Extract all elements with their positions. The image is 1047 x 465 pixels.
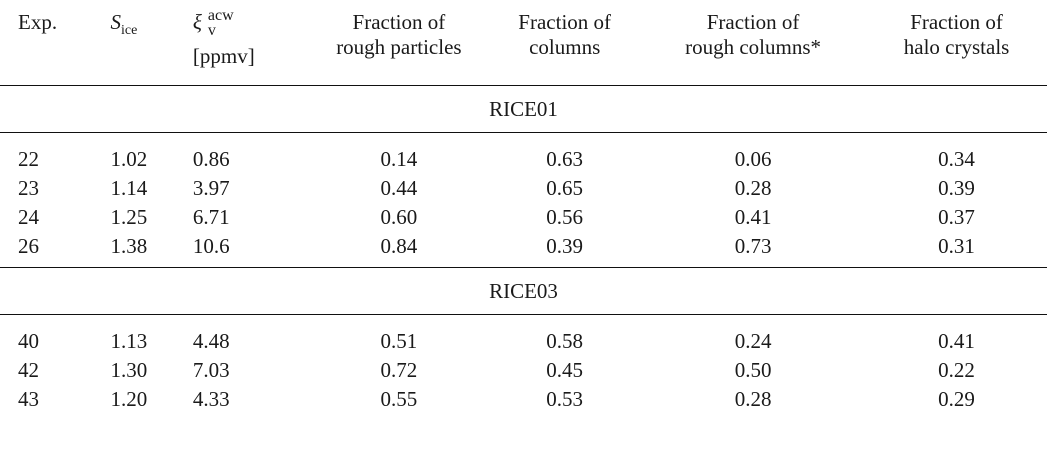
cell-columns: 0.45 (546, 357, 584, 382)
cell-rough-particles: 0.72 (380, 357, 418, 382)
cell-rough-columns: 0.50 (734, 357, 772, 382)
header-rough-particles-line2: rough particles (336, 35, 462, 60)
header-halo-line2: halo crystals (903, 35, 1010, 60)
cell-exp: 23 (18, 175, 39, 200)
header-rough-columns-line1: Fraction of (706, 10, 800, 34)
header-exp-label: Exp. (18, 10, 58, 34)
group-label: RICE01 (0, 86, 1047, 133)
table-row (0, 145, 1047, 174)
cell-columns: 0.56 (546, 204, 584, 229)
xi-subscript: v (207, 22, 216, 39)
cell-halo: 0.31 (938, 233, 975, 258)
group-header-row (0, 86, 1047, 133)
cell-exp: 24 (18, 204, 39, 229)
cell-rough-columns: 0.28 (734, 175, 772, 200)
cell-xi: 10.6 (192, 233, 230, 258)
header-halo-line1: Fraction of (910, 10, 1003, 34)
header-exp (0, 0, 109, 86)
cell-rough-columns: 0.41 (734, 204, 772, 229)
xi-symbol: ξ (192, 10, 202, 34)
cell-columns: 0.39 (546, 233, 584, 258)
cell-xi: 0.86 (192, 146, 230, 171)
header-columns-line2: columns (529, 35, 601, 60)
cell-columns: 0.63 (546, 146, 584, 171)
cell-sice: 1.13 (110, 328, 148, 353)
cell-exp: 26 (18, 233, 39, 258)
table-row (0, 356, 1047, 385)
group-label: RICE03 (0, 268, 1047, 315)
cell-columns: 0.65 (546, 175, 584, 200)
cell-sice: 1.30 (110, 357, 148, 382)
table-header (0, 0, 1047, 86)
xi-symbol-group (192, 7, 263, 39)
xi-superscript: acw (207, 7, 234, 24)
header-columns-line1: Fraction of (518, 10, 612, 34)
cell-halo: 0.29 (938, 386, 975, 411)
spacer-row (0, 315, 1047, 328)
cell-xi: 7.03 (192, 357, 230, 382)
cell-rough-particles: 0.55 (380, 386, 418, 411)
cell-columns: 0.58 (546, 328, 584, 353)
header-row (0, 0, 1047, 86)
header-rough-columns-line2: rough columns* (685, 35, 822, 60)
cell-rough-particles: 0.51 (380, 328, 418, 353)
table-row (0, 174, 1047, 203)
header-rough-particles (308, 0, 489, 86)
table-row (0, 385, 1047, 414)
cell-rough-columns: 0.73 (734, 233, 772, 258)
cell-xi: 3.97 (192, 175, 230, 200)
cell-halo: 0.22 (938, 357, 975, 382)
cell-xi: 6.71 (192, 204, 230, 229)
cell-rough-columns: 0.24 (734, 328, 772, 353)
cell-exp: 42 (18, 357, 39, 382)
cell-rough-columns: 0.06 (734, 146, 772, 171)
cell-halo: 0.39 (938, 175, 975, 200)
cell-halo: 0.37 (938, 204, 975, 229)
cell-halo: 0.41 (938, 328, 975, 353)
group-rice03 (0, 268, 1047, 415)
cell-sice: 1.20 (110, 386, 148, 411)
cell-sice: 1.14 (110, 175, 148, 200)
table-row (0, 327, 1047, 356)
group-rule (0, 315, 1047, 328)
cell-rough-particles: 0.44 (380, 175, 418, 200)
sice-subscript: ice (121, 23, 138, 39)
cell-exp: 43 (18, 386, 39, 411)
cell-columns: 0.53 (546, 386, 584, 411)
header-halo-crystals (866, 0, 1047, 86)
header-sice (109, 0, 193, 86)
cell-halo: 0.34 (938, 146, 975, 171)
cell-sice: 1.38 (110, 233, 148, 258)
xi-unit: [ppmv] (192, 44, 255, 69)
group-rule (0, 133, 1047, 146)
spacer-row (0, 133, 1047, 146)
header-xi (193, 0, 309, 86)
header-columns (489, 0, 640, 86)
cell-rough-particles: 0.84 (380, 233, 418, 258)
cell-rough-particles: 0.14 (380, 146, 418, 171)
table-row (0, 232, 1047, 268)
group-header-row (0, 268, 1047, 315)
cell-sice: 1.25 (110, 204, 148, 229)
group-rice01 (0, 86, 1047, 268)
cell-xi: 4.48 (192, 328, 230, 353)
sice-symbol: S (110, 10, 122, 34)
header-rough-particles-line1: Fraction of (352, 10, 446, 34)
table-row (0, 203, 1047, 232)
header-rough-columns (640, 0, 866, 86)
cell-xi: 4.33 (192, 386, 230, 411)
cell-sice: 1.02 (110, 146, 148, 171)
cell-exp: 22 (18, 146, 39, 171)
cell-rough-columns: 0.28 (734, 386, 772, 411)
cell-rough-particles: 0.60 (380, 204, 418, 229)
cell-exp: 40 (18, 328, 39, 353)
